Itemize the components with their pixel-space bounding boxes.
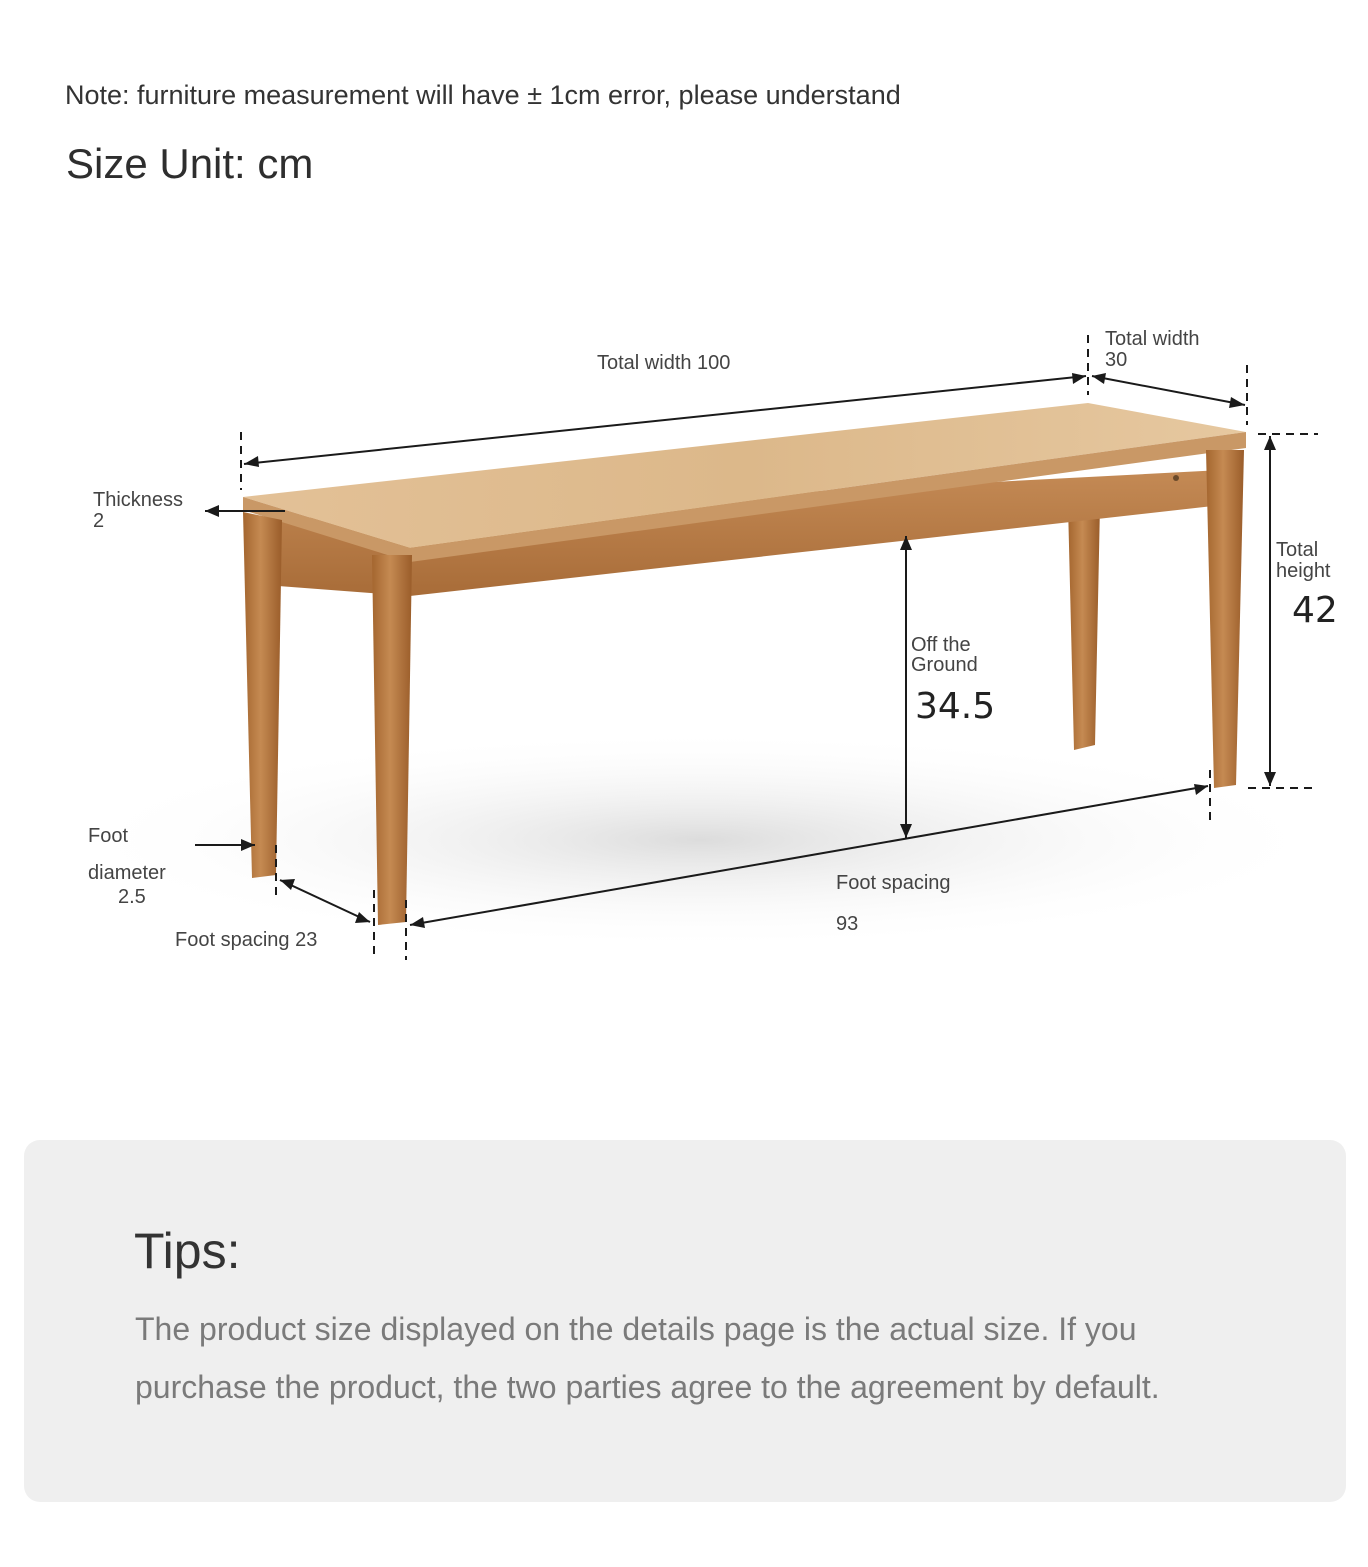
total-depth-arrow [1092, 376, 1245, 405]
total-height-value: 42 [1292, 590, 1338, 631]
off-ground-label-2: Ground [911, 654, 978, 676]
total-height-label-1: Total [1276, 539, 1319, 561]
front-left-leg [372, 555, 412, 925]
tips-body: The product size displayed on the details page is the actual size. If you purchase the product, the two parties agree to the agreement by default. [135, 1311, 1160, 1405]
off-ground-label-1: Off the [911, 634, 971, 656]
thickness-label: Thickness [93, 489, 184, 511]
total-depth-arrowhead-left [1092, 373, 1106, 384]
total-width-arrowhead-right [1072, 373, 1086, 384]
foot-diameter-label-1: Foot [88, 825, 129, 847]
foot-spacing-short-label: Foot spacing 23 [175, 929, 318, 951]
size-unit-heading: Size Unit: cm [66, 140, 314, 187]
total-height-arrowhead-top [1264, 436, 1276, 450]
tips-panel [24, 1140, 1346, 1502]
front-right-leg [1206, 450, 1244, 788]
total-depth-arrowhead-right [1229, 397, 1245, 408]
measurement-note: Note: furniture measurement will have ± 1cm error, please understand [65, 80, 901, 110]
brand-logo-icon [1173, 475, 1179, 481]
total-height-label-2: height [1276, 560, 1331, 582]
foot-spacing-long-value: 93 [836, 913, 859, 935]
total-depth-label: Total width [1105, 328, 1200, 350]
off-ground-value: 34.5 [915, 686, 996, 727]
tips-title: Tips: [134, 1223, 241, 1279]
total-width-arrowhead-left [244, 456, 259, 467]
foot-spacing-long-label: Foot spacing [836, 872, 951, 894]
foot-diameter-value: 2.5 [118, 886, 146, 908]
total-width-label: Total width 100 [597, 352, 731, 374]
thickness-value: 2 [93, 510, 105, 532]
thickness-arrowhead [205, 505, 219, 517]
total-depth-value: 30 [1105, 349, 1128, 371]
foot-diameter-label-2: diameter [88, 862, 166, 884]
back-left-leg [1068, 505, 1100, 750]
total-height-arrowhead-bottom [1264, 772, 1276, 786]
